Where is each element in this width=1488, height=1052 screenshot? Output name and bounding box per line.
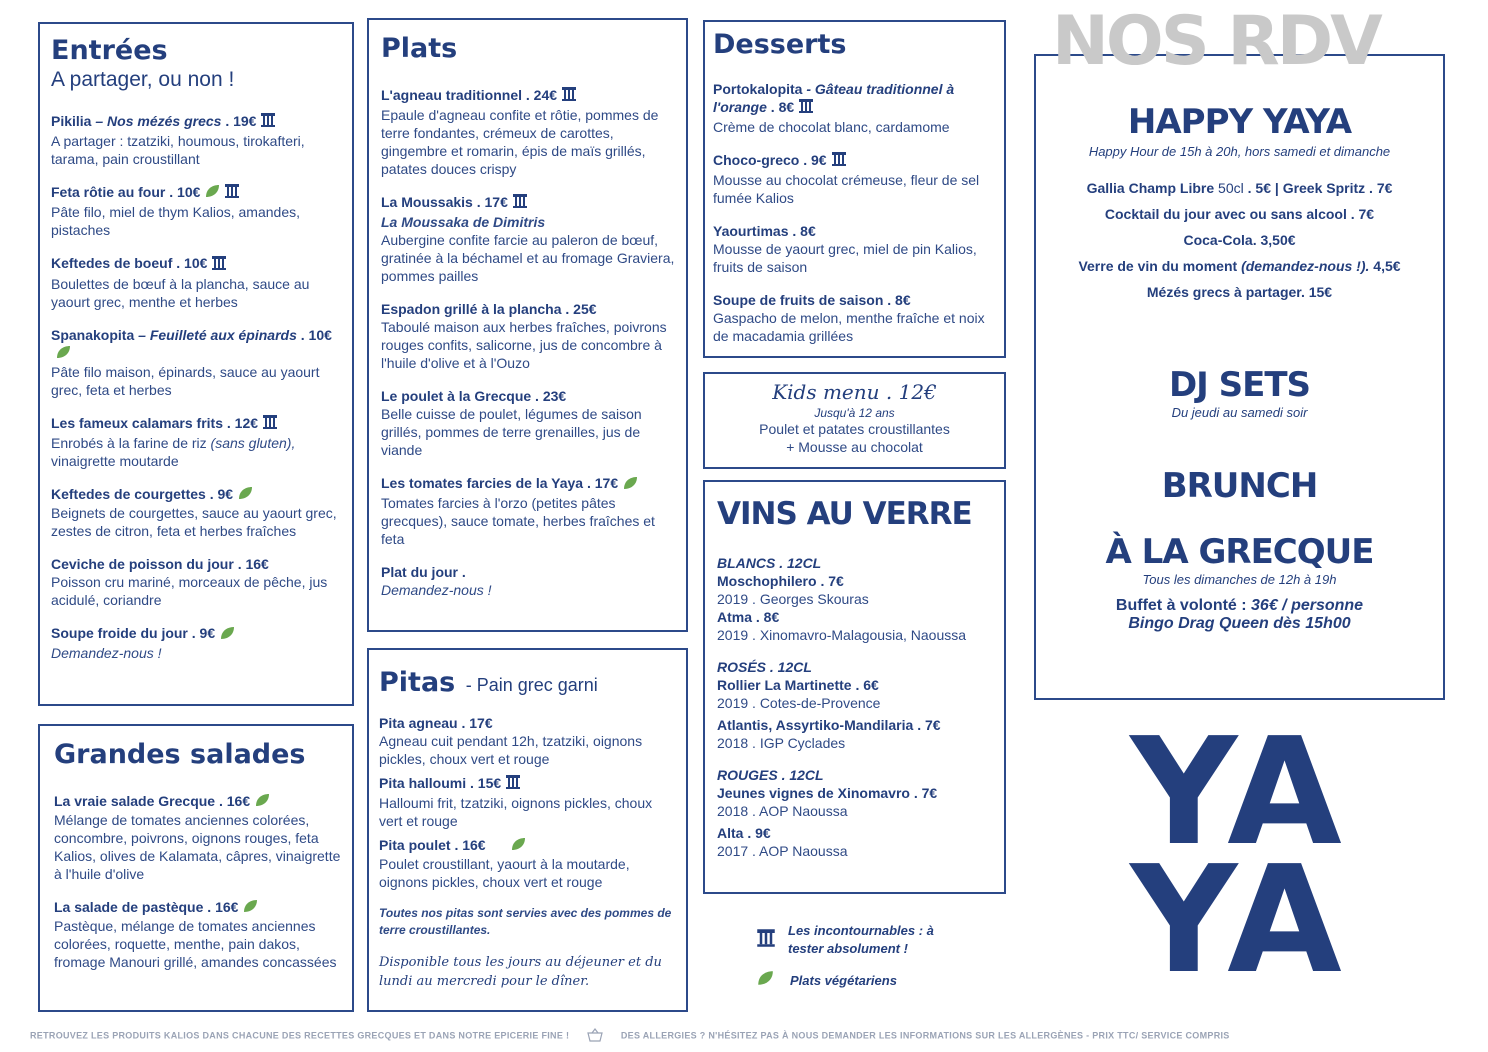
- legend-incontournables: Les incontournables : à tester absolument !: [788, 923, 934, 956]
- rdv-section: [1034, 54, 1445, 700]
- menu-item: Soupe froide du jour . 9€ Demandez-nous !: [51, 624, 342, 661]
- brunch-buffet: Buffet à volonté : 36€ / personne: [1115, 597, 1364, 614]
- wine-name: Alta . 9€: [717, 825, 771, 841]
- item-description: Pâte filo, miel de thym Kalios, amandes, pistaches: [51, 204, 301, 239]
- wine-group-heading: ROSÉS . 12CL: [717, 659, 812, 675]
- menu-item: Feta rôtie au four . 10€ Pâte filo, miel de thym Kalios, amandes, pistaches: [51, 183, 342, 239]
- wine-name: Jeunes vignes de Xinomavro . 7€: [717, 785, 938, 801]
- menu-item: L'agneau traditionnel . 24€ Epaule d'agneau confite et rôtie, pommes de terre fondantes, crémeux de carottes, gingembre et romarin, épis de maïs grillés, patates douces crispy: [381, 86, 676, 178]
- item-description: Pastèque, mélange de tomates anciennes colorées, roquette, menthe, pain dakos, fromage Manouri grillé, amandes concassées: [54, 918, 337, 971]
- kids-menu-line2: + Mousse au chocolat: [786, 439, 923, 455]
- item-description: Belle cuisse de poulet, légumes de saison grillés, pommes de terre grenailles, jus de viande: [381, 406, 642, 459]
- kids-menu-age: Jusqu'à 12 ans: [814, 406, 895, 420]
- item-description: Mélange de tomates anciennes colorées, concombre, poivrons, oignons rouges, feta Kalios, olives de Kalamata, câpres, vinaigrette à l'huile d'olive: [54, 811, 341, 882]
- desserts-title: Desserts: [713, 29, 847, 60]
- item-description: Aubergine confite farcie au paleron de bœuf, gratinée à la béchamel et au fromage Graviera, pommes pailles: [381, 232, 675, 285]
- brunch-title-2: À LA GRECQUE: [1105, 532, 1374, 572]
- leaf-icon: [237, 486, 253, 504]
- footer-left: RETROUVEZ LES PRODUITS KALIOS DANS CHACUNE DES RECETTES GRECQUES ET DANS NOTRE EPICERIE FINE !: [30, 1030, 570, 1041]
- item-description: Poisson cru mariné, morceaux de pêche, jus acidulé, coriandre: [51, 574, 328, 609]
- plats-section: [367, 18, 688, 632]
- menu-item: Plat du jour . Demandez-nous !: [381, 563, 676, 599]
- column-icon: [262, 414, 278, 434]
- menu-item: Pita halloumi . 15€ Halloumi frit, tzatziki, oignons pickles, choux vert et rouge: [379, 774, 676, 830]
- column-icon: [211, 255, 227, 275]
- menu-item: La vraie salade Grecque . 16€ Mélange de tomates anciennes colorées, concombre, poivrons, oignons rouges, feta Kalios, olives de Kalamata, câpres, vinaigrette à l'huile d'olive: [54, 792, 341, 882]
- wine-name: Atma . 8€: [717, 609, 780, 625]
- vins-section: [703, 480, 1006, 894]
- item-description: Mousse de yaourt grec, miel de pin Kalios, fruits de saison: [713, 241, 977, 276]
- menu-item: La salade de pastèque . 16€ Pastèque, mélange de tomates anciennes colorées, roquette, menthe, pain dakos, fromage Manouri grillé, amandes concassées: [54, 898, 342, 971]
- yaya-logo: [1128, 706, 1348, 1006]
- happy-line: Mézés grecs à partager. 15€: [1146, 284, 1333, 300]
- column-icon: [505, 774, 521, 794]
- pitas-section: [367, 648, 688, 1012]
- happy-line: Gallia Champ Libre 50cl . 5€ | Greek Spritz . 7€: [1086, 180, 1393, 196]
- menu-item: Espadon grillé à la plancha . 25€ Taboulé maison aux herbes fraîches, poivrons rouges confits, salicorne, jus de concombre à l'huile d'olive et à l'Ouzo: [381, 300, 676, 372]
- item-description: A partager : tzatziki, houmous, tirokafteri, tarama, pain croustillant: [51, 132, 305, 167]
- item-description: Tomates farcies à l'orzo (petites pâtes grecques), sauce tomate, herbes fraîches et feta: [381, 494, 655, 547]
- menu-item: Les fameux calamars frits . 12€ Enrobés à la farine de riz (sans gluten), vinaigrette moutarde: [51, 414, 342, 470]
- item-description: Agneau cuit pendant 12h, tzatziki, oignons pickles, choux vert et rouge: [379, 732, 643, 767]
- kids-menu-title: Kids menu . 12€: [772, 380, 937, 404]
- entrees-list: [51, 112, 342, 662]
- plats-title: Plats: [381, 33, 458, 64]
- menu-item: La Moussakis . 17€ La Moussaka de Dimitris Aubergine confite farcie au paleron de bœuf, gratinée à la béchamel et au fromage Graviera, pommes pailles: [381, 193, 675, 285]
- kids-menu-section: [703, 372, 1006, 469]
- rdv-title: NOS RDV: [1052, 2, 1380, 81]
- menu-item: Keftedes de courgettes . 9€ Beignets de courgettes, sauce au yaourt grec, zestes de citron, feta et herbes fraîches: [51, 485, 342, 540]
- leaf-icon: [55, 345, 71, 363]
- logo-line-2: YA: [1130, 834, 1346, 1006]
- item-description: Halloumi frit, tzatziki, oignons pickles, choux vert et rouge: [379, 794, 653, 829]
- wine-name: Rollier La Martinette . 6€: [717, 677, 879, 693]
- menu-item: Pita poulet . 16€ Poulet croustillant, yaourt à la moutarde, oignons pickles, choux vert et rouge: [379, 836, 676, 891]
- brunch-subtitle: Tous les dimanches de 12h à 19h: [1142, 572, 1337, 587]
- column-icon: [260, 112, 276, 132]
- leaf-icon: [756, 970, 774, 991]
- dj-sets-subtitle: Du jeudi au samedi soir: [1171, 405, 1308, 420]
- item-description: Enrobés à la farine de riz (sans gluten), vinaigrette moutarde: [51, 435, 296, 470]
- item-description: Taboulé maison aux herbes fraîches, poivrons rouges confits, salicorne, jus de concombre à l'huile d'olive et à l'Ouzo: [381, 319, 667, 372]
- leaf-icon: [254, 793, 270, 811]
- item-description: Crème de chocolat blanc, cardamome: [713, 118, 950, 135]
- column-icon: [831, 151, 847, 171]
- salades-title: Grandes salades: [54, 739, 306, 770]
- column-icon: [798, 98, 814, 118]
- item-description: Pâte filo maison, épinards, sauce au yaourt grec, feta et herbes: [51, 363, 320, 398]
- footer-right: DES ALLERGIES ? N'HÉSITEZ PAS À NOUS DEMANDER LES INFORMATIONS SUR LES ALLERGÈNES - PRIX TTC/ SERVICE COMPRIS: [620, 1030, 1230, 1041]
- item-description: Epaule d'agneau confite et rôtie, pommes de terre fondantes, crémeux de carottes, gingembre et romarin, épis de maïs grillés, patates douces crispy: [381, 106, 659, 177]
- pitas-subtitle: - Pain grec garni: [465, 675, 598, 695]
- wine-name: Atlantis, Assyrtiko-Mandilaria . 7€: [717, 717, 941, 733]
- wine-detail: 2019 . Georges Skouras: [717, 591, 869, 607]
- entrees-title: Entrées: [51, 35, 168, 66]
- menu-item: Ceviche de poisson du jour . 16€ Poisson cru mariné, morceaux de pêche, jus acidulé, coriandre: [51, 555, 342, 609]
- salades-section: [38, 724, 354, 1012]
- wine-group-heading: ROUGES . 12CL: [717, 767, 824, 783]
- wine-detail: 2019 . Cotes-de-Provence: [717, 695, 881, 711]
- dj-sets-title: DJ SETS: [1168, 365, 1311, 405]
- wine-detail: 2019 . Xinomavro-Malagousia, Naoussa: [717, 627, 967, 643]
- column-icon: [561, 86, 577, 106]
- leaf-icon: [204, 184, 220, 202]
- bag-icon: [586, 1028, 604, 1044]
- menu-item: Les tomates farcies de la Yaya . 17€ Tomates farcies à l'orzo (petites pâtes grecques), sauce tomate, herbes fraîches et feta: [381, 474, 676, 547]
- menu-item: Portokalopita - Gâteau traditionnel à l'orange . 8€ Crème de chocolat blanc, cardamome: [713, 80, 994, 136]
- menu-item: Le poulet à la Grecque . 23€ Belle cuisse de poulet, légumes de saison grillés, pommes de terre grenailles, jus de viande: [381, 387, 676, 459]
- leaf-icon: [219, 626, 235, 644]
- desserts-section: [703, 20, 1006, 358]
- pitas-title: Pitas: [379, 667, 456, 698]
- menu-item: Pita agneau . 17€ Agneau cuit pendant 12h, tzatziki, oignons pickles, choux vert et rouge: [379, 714, 676, 768]
- wine-detail: 2018 . AOP Naoussa: [717, 803, 848, 819]
- legend: [756, 922, 996, 991]
- item-description: Demandez-nous !: [381, 581, 492, 598]
- menu-item: Pikilia – Nos mézés grecs . 19€ A partager : tzatziki, houmous, tirokafteri, tarama, pain croustillant: [51, 112, 342, 168]
- wine-detail: 2017 . AOP Naoussa: [717, 843, 848, 859]
- item-description: Beignets de courgettes, sauce au yaourt grec, zestes de citron, feta et herbes fraîches: [51, 505, 337, 540]
- legend-vegetariens: Plats végétariens: [790, 973, 897, 988]
- entrees-subtitle: A partager, ou non !: [51, 67, 235, 91]
- wine-group-heading: BLANCS . 12CL: [717, 555, 822, 571]
- logo-line-1: YA: [1130, 706, 1346, 878]
- item-subtitle: La Moussaka de Dimitris: [381, 214, 546, 231]
- item-description: Demandez-nous !: [51, 644, 162, 661]
- wine-detail: 2018 . IGP Cyclades: [717, 735, 846, 751]
- wine-name: Moschophilero . 7€: [717, 573, 844, 589]
- kids-menu-line1: Poulet et patates croustillantes: [759, 421, 950, 437]
- column-icon: [512, 193, 528, 213]
- pitas-availability: Disponible tous les jours au déjeuner et du lundi au mercredi pour le dîner.: [379, 955, 662, 990]
- wine-group: [717, 766, 996, 860]
- happy-yaya-subtitle: Happy Hour de 15h à 20h, hors samedi et dimanche: [1088, 144, 1391, 159]
- leaf-icon: [510, 837, 526, 855]
- happy-yaya-title: HAPPY YAYA: [1127, 102, 1352, 142]
- pitas-note: Toutes nos pitas sont servies avec des pommes de terre croustillantes.: [379, 906, 672, 938]
- footer: [30, 1028, 1460, 1044]
- happy-line: Cocktail du jour avec ou sans alcool . 7€: [1104, 206, 1375, 222]
- brunch-bingo: Bingo Drag Queen dès 15h00: [1128, 615, 1351, 632]
- leaf-icon: [622, 476, 638, 494]
- happy-yaya-list: [1046, 175, 1433, 305]
- menu-item: Yaourtimas . 8€ Mousse de yaourt grec, miel de pin Kalios, fruits de saison: [713, 222, 994, 276]
- item-description: Poulet croustillant, yaourt à la moutarde, oignons pickles, choux vert et rouge: [379, 856, 630, 891]
- item-description: Boulettes de bœuf à la plancha, sauce au yaourt grec, menthe et herbes: [51, 275, 310, 310]
- menu-item: Spanakopita – Feuilleté aux épinards . 10€ Pâte filo maison, épinards, sauce au yaourt grec, feta et herbes: [51, 326, 342, 399]
- menu-item: Keftedes de boeuf . 10€ Boulettes de bœuf à la plancha, sauce au yaourt grec, menthe et herbes: [51, 254, 342, 310]
- happy-line: Verre de vin du moment (demandez-nous !). 4,5€: [1078, 258, 1401, 274]
- column-icon: [224, 183, 240, 203]
- wine-group: [717, 658, 996, 752]
- item-description: Gaspacho de melon, menthe fraîche et noix de macadamia grillées: [713, 310, 985, 345]
- happy-line: Coca-Cola. 3,50€: [1183, 232, 1296, 248]
- column-icon: [756, 928, 776, 953]
- entrees-section: [38, 22, 354, 706]
- menu-item: Choco-greco . 9€ Mousse au chocolat crémeuse, fleur de sel fumée Kalios: [713, 151, 994, 207]
- brunch-title: BRUNCH: [1161, 466, 1318, 506]
- menu-item: Soupe de fruits de saison . 8€ Gaspacho de melon, menthe fraîche et noix de macadamia grillées: [713, 291, 994, 345]
- vins-title: VINS AU VERRE: [717, 496, 972, 532]
- leaf-icon: [242, 899, 258, 917]
- wine-group: [717, 554, 996, 644]
- item-description: Mousse au chocolat crémeuse, fleur de sel fumée Kalios: [713, 172, 980, 207]
